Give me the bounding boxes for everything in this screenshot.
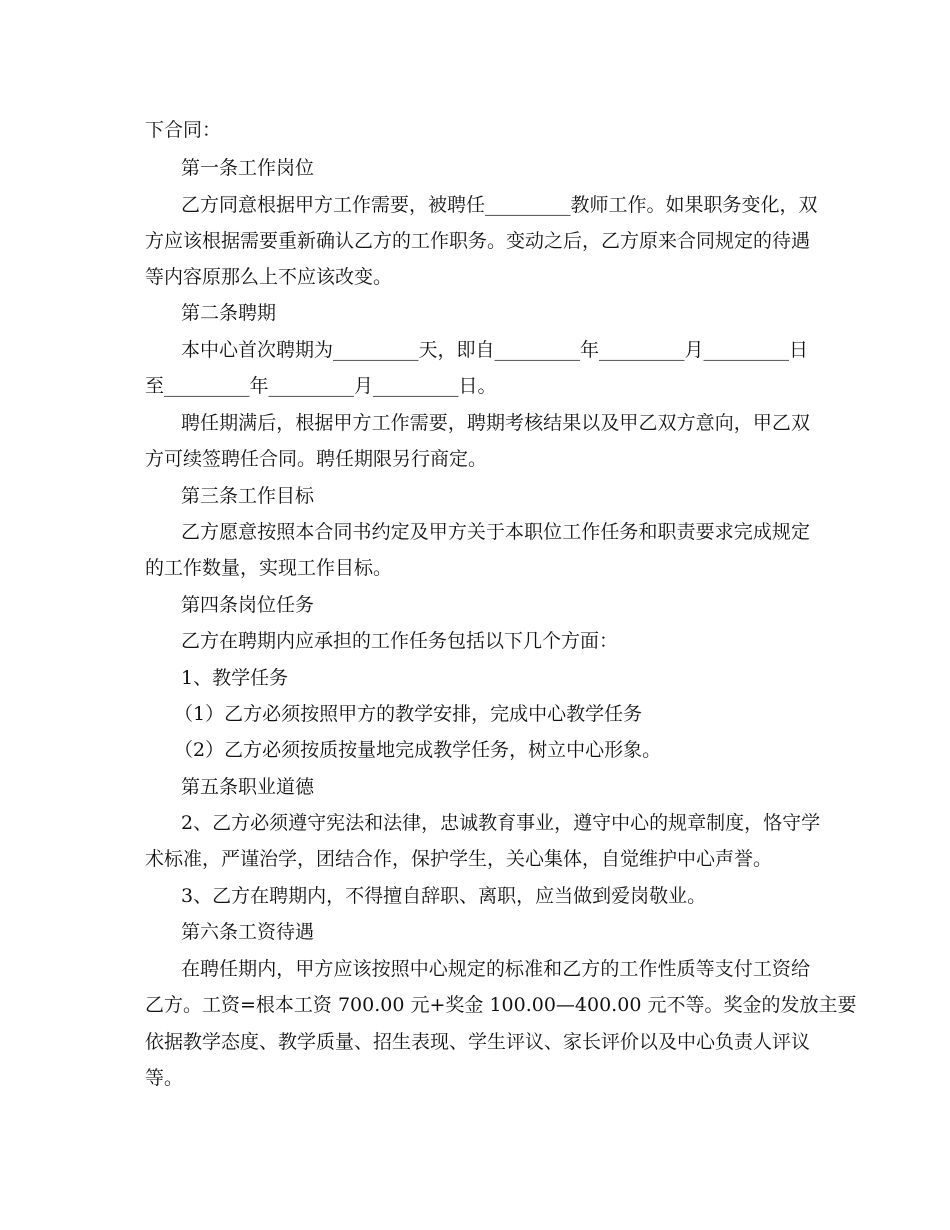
text-line: 依据教学态度、教学质量、招生表现、学生评议、家长评价以及中心负责人评议 <box>145 1031 811 1053</box>
text-line: 1、教学任务 <box>181 667 289 689</box>
section-heading: 第六条工资待遇 <box>181 921 315 943</box>
text-line: 本中心首次聘期为_________天，即自_________年_________月_________日 <box>181 339 809 361</box>
text-line: （2）乙方必须按质按量地完成教学任务，树立中心形象。 <box>174 739 662 761</box>
text-line: 至_________年_________月_________日。 <box>145 375 497 397</box>
section-heading: 第二条聘期 <box>181 302 277 324</box>
text-line: 乙方愿意按照本合同书约定及甲方关于本职位工作任务和职责要求完成规定 <box>181 521 810 543</box>
text-line: 的工作数量，实现工作目标。 <box>145 557 393 579</box>
text-line: （1）乙方必须按照甲方的教学安排，完成中心教学任务 <box>174 703 643 725</box>
text-line: 3、乙方在聘期内，不得擅自辞职、离职，应当做到爱岗敬业。 <box>181 885 707 907</box>
section-heading: 第四条岗位任务 <box>181 594 315 616</box>
text-line: 方应该根据需要重新确认乙方的工作职务。变动之后，乙方原来合同规定的待遇 <box>145 230 811 252</box>
text-line: 乙方同意根据甲方工作需要，被聘任_________教师工作。如果职务变化，双 <box>181 194 818 216</box>
text-line: 2、乙方必须遵守宪法和法律，忠诚教育事业，遵守中心的规章制度，恪守学 <box>181 812 821 834</box>
text-line: 乙方在聘期内应承担的工作任务包括以下几个方面： <box>181 630 619 652</box>
text-line: 等内容原那么上不应该改变。 <box>145 266 393 288</box>
text-line: 下合同： <box>145 119 222 141</box>
text-line: 等。 <box>145 1067 184 1089</box>
text-line: 方可续签聘任合同。聘任期限另行商定。 <box>145 448 488 470</box>
section-heading: 第一条工作岗位 <box>181 157 315 179</box>
text-line: 聘任期满后，根据甲方工作需要，聘期考核结果以及甲乙双方意向，甲乙双 <box>181 412 810 434</box>
text-line: 乙方。工资=根本工资 700.00 元+奖金 100.00—400.00 元不等。奖金的发放主要 <box>145 994 857 1016</box>
section-heading: 第三条工作目标 <box>181 485 315 507</box>
section-heading: 第五条职业道德 <box>181 776 315 798</box>
text-line: 术标准，严谨治学，团结合作，保护学生，关心集体，自觉维护中心声誉。 <box>145 848 773 870</box>
text-line: 在聘任期内，甲方应该按照中心规定的标准和乙方的工作性质等支付工资给 <box>181 958 810 980</box>
